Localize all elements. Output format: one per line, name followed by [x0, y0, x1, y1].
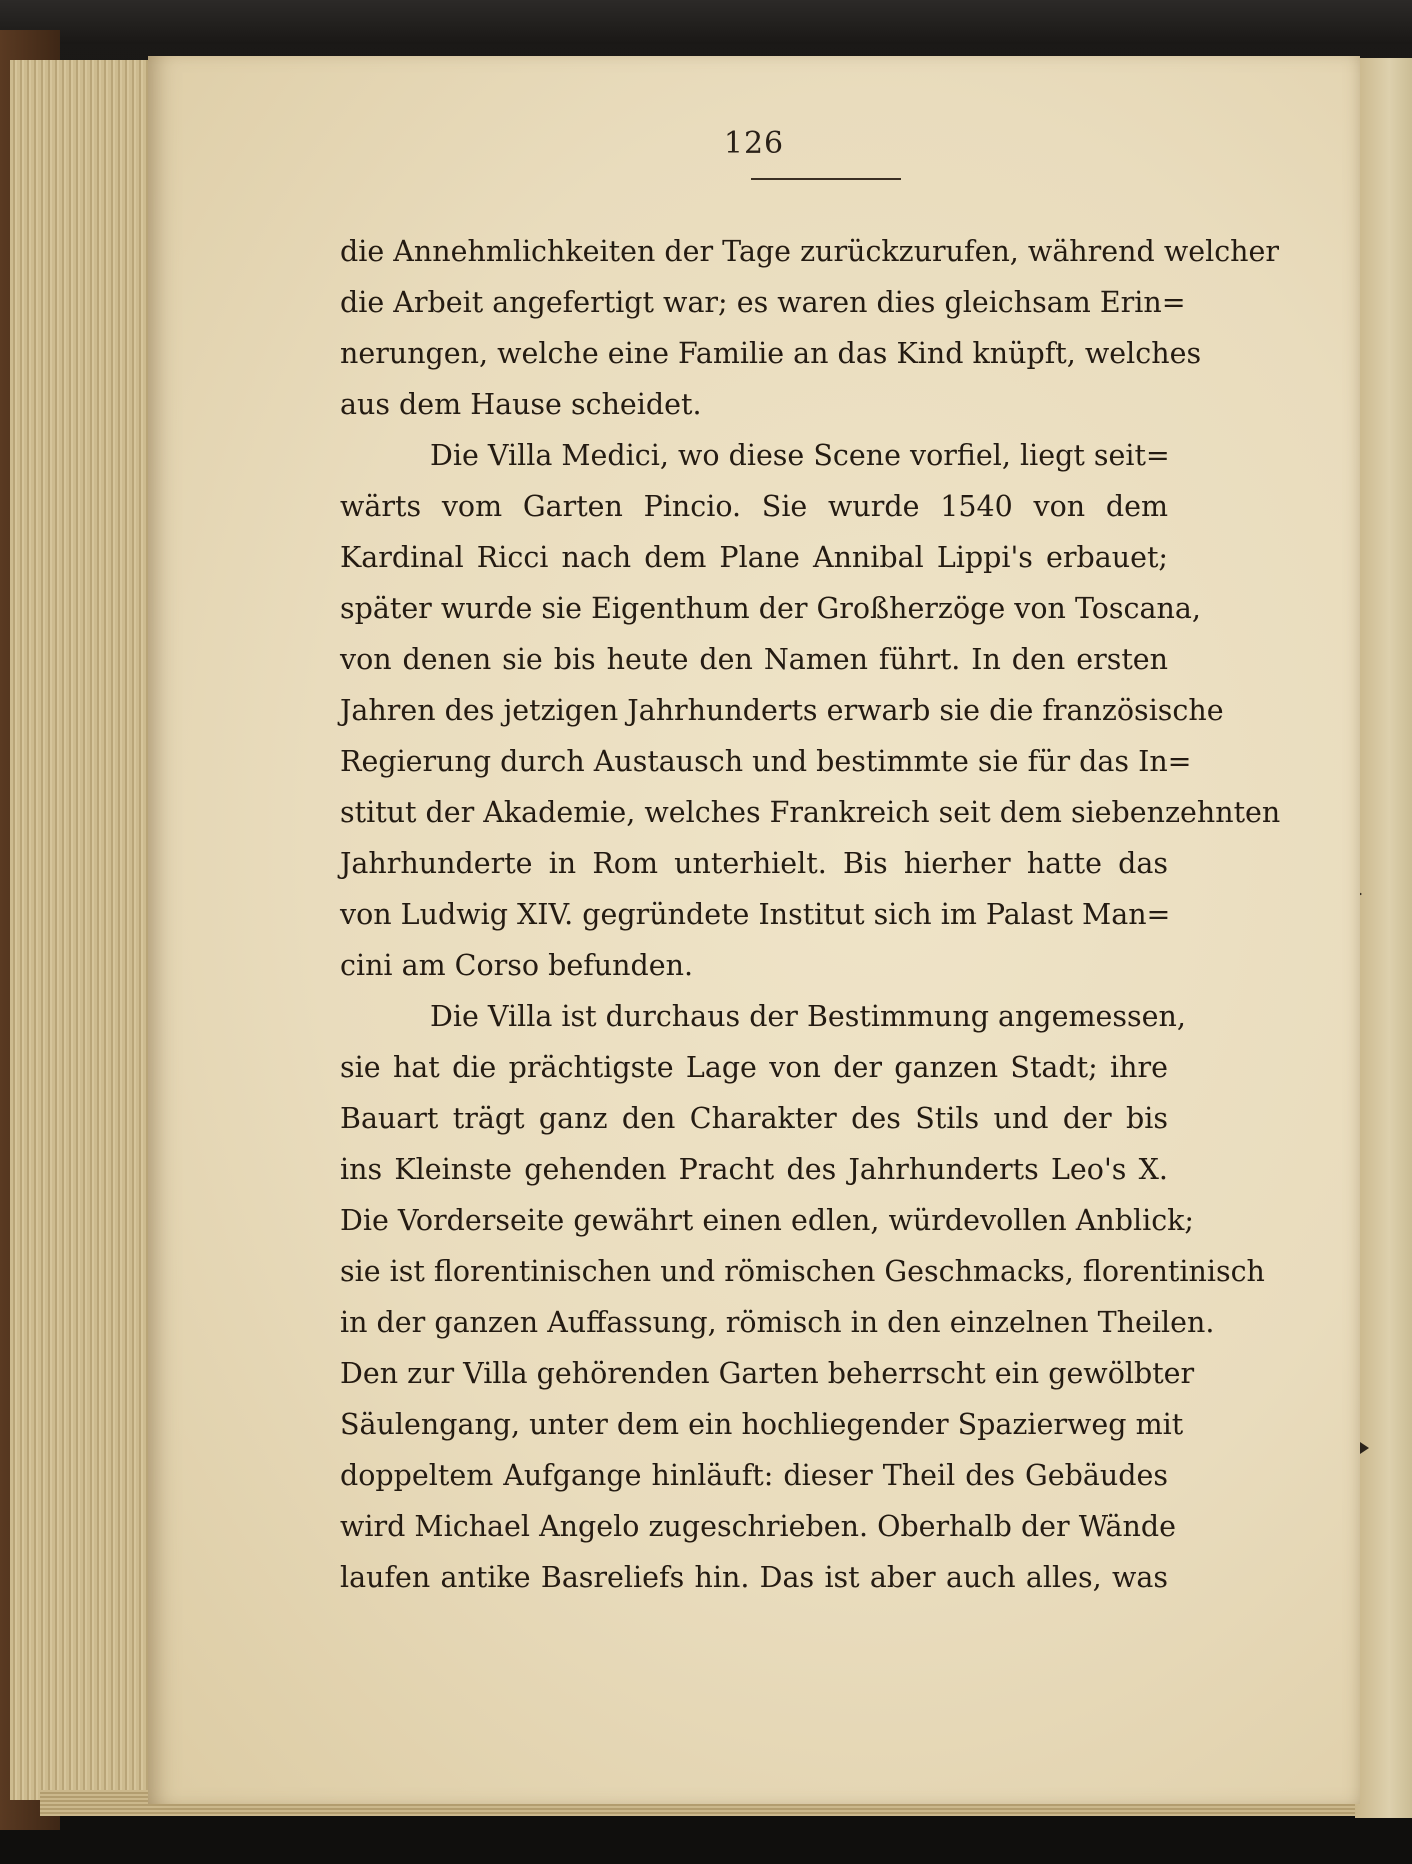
body-text	[340, 226, 1281, 1603]
text-line: Kardinal Ricci nach dem Plane Annibal Lippi's erbauet;	[340, 541, 1168, 574]
paragraph-3	[340, 991, 1265, 1603]
text-line: sie hat die prächtigste Lage von der ganzen Stadt; ihre	[340, 1051, 1168, 1084]
text-line: die Arbeit angefertigt war; es waren dies gleichsam Erin=	[340, 286, 1186, 319]
text-line: nerungen, welche eine Familie an das Kind knüpft, welches	[340, 337, 1202, 370]
text-line: von Ludwig XIV. gegründete Institut sich im Palast Man=	[340, 898, 1171, 931]
text-line: in der ganzen Auffassung, römisch in den einzelnen Theilen.	[340, 1306, 1215, 1339]
text-line: Den zur Villa gehörenden Garten beherrscht ein gewölbter	[340, 1357, 1195, 1390]
margin-mark-2	[1360, 1442, 1369, 1454]
text-line: von denen sie bis heute den Namen führt. In den ersten	[340, 643, 1168, 676]
text-line: Regierung durch Austausch und bestimmte sie für das In=	[340, 745, 1192, 778]
text-line: sie ist florentinischen und römischen Geschmacks, florentinisch	[340, 1255, 1265, 1288]
page-stack-left	[10, 60, 152, 1800]
text-line: Jahren des jetzigen Jahrhunderts erwarb sie die französische	[340, 694, 1224, 727]
text-line: Jahrhunderte in Rom unterhielt. Bis hierher hatte das	[340, 847, 1168, 880]
text-line: später wurde sie Eigenthum der Großherzöge von Toscana,	[340, 592, 1201, 625]
book-page	[148, 56, 1360, 1804]
page-number-rule	[751, 178, 901, 180]
text-line: aus dem Hause scheidet.	[340, 388, 702, 421]
text-line: Bauart trägt ganz den Charakter des Stils und der bis	[340, 1102, 1168, 1135]
page-number: 126	[723, 126, 785, 161]
text-line: doppeltem Aufgange hinläuft: dieser Theil des Gebäudes	[340, 1459, 1168, 1492]
text-line: ins Kleinste gehenden Pracht des Jahrhunderts Leo's X.	[340, 1153, 1168, 1186]
text-line: die Annehmlichkeiten der Tage zurückzurufen, während welcher	[340, 235, 1279, 268]
text-line: Die Villa Medici, wo diese Scene vorfiel, liegt seit=	[430, 439, 1170, 472]
text-line: wärts vom Garten Pincio. Sie wurde 1540 von dem	[340, 490, 1168, 523]
text-line: Die Villa ist durchaus der Bestimmung angemessen,	[430, 1000, 1186, 1033]
text-line: Säulengang, unter dem ein hochliegender Spazierweg mit	[340, 1408, 1184, 1441]
text-line: cini am Corso befunden.	[340, 949, 694, 982]
text-line: wird Michael Angelo zugeschrieben. Oberhalb der Wände	[340, 1510, 1177, 1543]
facing-page-edge	[1355, 58, 1412, 1818]
text-line: stitut der Akademie, welches Frankreich seit dem siebenzehnten	[340, 796, 1281, 829]
paragraph-1	[340, 226, 1279, 430]
paragraph-2	[340, 430, 1281, 991]
text-line: laufen antike Basreliefs hin. Das ist aber auch alles, was	[340, 1561, 1168, 1594]
text-line: Die Vorderseite gewährt einen edlen, würdevollen Anblick;	[340, 1204, 1195, 1237]
book-binding-top	[0, 0, 1412, 44]
